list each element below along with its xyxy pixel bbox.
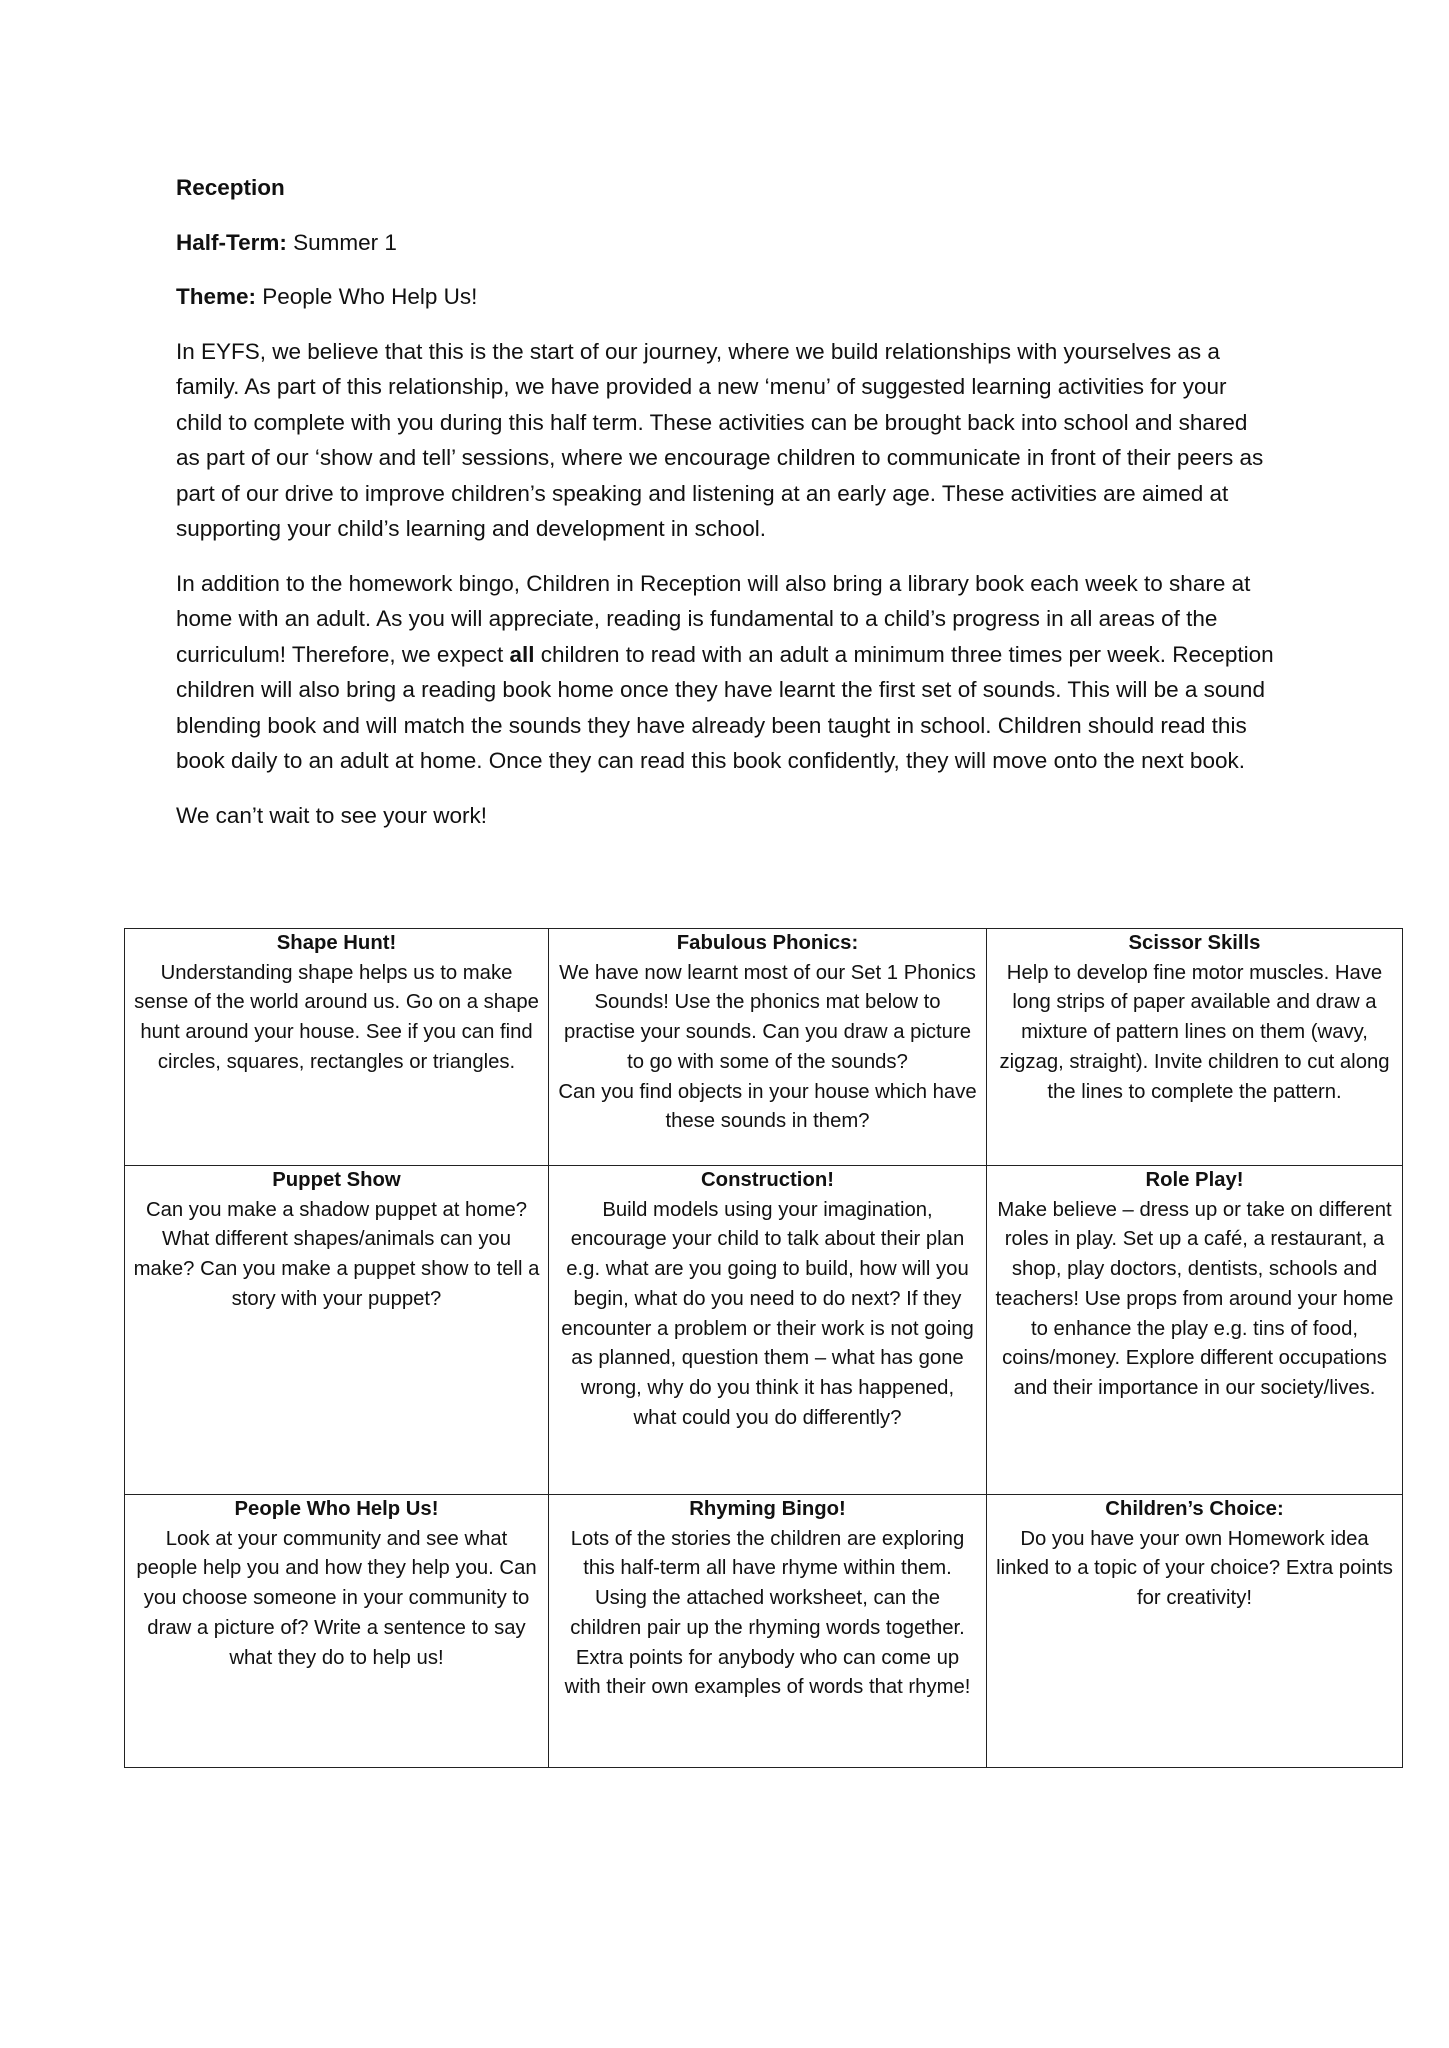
- half-term-value: Summer 1: [286, 229, 397, 255]
- cell-body: We have now learnt most of our Set 1 Phonics Sounds! Use the phonics mat below to practise your sounds. Can you draw a picture to go with some of the sounds?: [559, 961, 976, 1073]
- bingo-cell-scissor-skills: [987, 929, 1403, 1166]
- bingo-cell-people-who-help-us: [125, 1495, 549, 1768]
- cell-title: Shape Hunt!: [276, 932, 397, 954]
- class-heading: [176, 170, 1276, 206]
- cell-title: People Who Help Us!: [234, 1498, 439, 1520]
- intro-paragraph-2: [176, 566, 1276, 779]
- theme-value: People Who Help Us!: [256, 284, 478, 309]
- class-name: Reception: [176, 175, 285, 200]
- cell-title: Fabulous Phonics:: [676, 932, 859, 954]
- cell-body-extra: Can you find objects in your house which have these sounds in them?: [558, 1080, 977, 1133]
- cell-body: Understanding shape helps us to make sense of the world around us. Go on a shape hunt around your house. See if you can find circles, squares, rectangles or triangles.: [134, 961, 539, 1073]
- cell-title: Children’s Choice:: [1105, 1498, 1284, 1520]
- half-term-label: Half-Term:: [176, 229, 287, 255]
- cell-title: Rhyming Bingo!: [689, 1498, 846, 1520]
- bingo-row: [125, 929, 1403, 1166]
- cell-body: Make believe – dress up or take on different roles in play. Set up a café, a restaurant, a shop, play doctors, dentists, schools and teachers! Use props from around your home to enhance the play e.g. tins of food, coins/money. Explore different occupations and their importance in our society/lives.: [995, 1198, 1394, 1399]
- bingo-cell-role-play: [987, 1166, 1403, 1495]
- theme-label: Theme:: [176, 284, 257, 309]
- bingo-cell-rhyming-bingo: [549, 1495, 987, 1768]
- cell-body: Can you make a shadow puppet at home? What different shapes/animals can you make? Can you make a puppet show to tell a story with your puppet?: [133, 1198, 540, 1310]
- bingo-cell-fabulous-phonics: [549, 929, 987, 1166]
- cell-title: Scissor Skills: [1128, 932, 1261, 954]
- cell-body: Do you have your own Homework idea linked to a topic of your choice? Extra points for creativity!: [996, 1527, 1393, 1610]
- bingo-cell-childrens-choice: [987, 1495, 1403, 1768]
- cell-body: Build models using your imagination, encourage your child to talk about their plan e.g. what are you going to build, how will you begin, what do you need to do next? If they encounter a problem or their work is not going as planned, question them – what has gone wrong, why do you think it has happened, what could you do differently?: [561, 1198, 974, 1429]
- paragraph-2-emphasis: all: [509, 641, 535, 667]
- bingo-cell-shape-hunt: [125, 929, 549, 1166]
- intro-paragraph-1: In EYFS, we believe that this is the start of our journey, where we build relationships with yourselves as a family. As part of this relationship, we have provided a new ‘menu’ of suggested learning activities for your child to complete with you during this half term. These activities can be brought back into school and shared as part of our ‘show and tell’ sessions, where we encourage children to communicate in front of their peers as part of our drive to improve children’s speaking and listening at an early age. These activities are aimed at supporting your child’s learning and development in school.: [176, 338, 1264, 541]
- intro-text-block: [176, 170, 1276, 852]
- half-term-line: [176, 225, 1276, 261]
- cell-body: Help to develop fine motor muscles. Have long strips of paper available and draw a mixture of pattern lines on them (wavy, zigzag, straight). Invite children to cut along the lines to complete the pattern.: [999, 961, 1390, 1103]
- paragraph-2-part-2: children to read with an adult a minimum three times per week. Reception children will also bring a reading book home once they have learnt the first set of sounds. This will be a sound blending book and will match the sounds they have already been taught in school. Children should read this book daily to an adult at home. Once they can read this book confidently, they will move onto the next book.: [176, 641, 1274, 773]
- bingo-cell-construction: [549, 1166, 987, 1495]
- paragraph-2-part-1: In addition to the homework bingo, Children in Reception will also bring a library book each week to share at home with an adult. As you will appreciate, reading is fundamental to a child’s progress in all areas of the curriculum! Therefore, we expect: [176, 570, 1251, 667]
- bingo-row: [125, 1166, 1403, 1495]
- bingo-cell-puppet-show: [125, 1166, 549, 1495]
- cell-body: Lots of the stories the children are exploring this half-term all have rhyme within them. Using the attached worksheet, can the children pair up the rhyming words together. Extra points for anybody who can come up with their own examples of words that rhyme!: [564, 1527, 971, 1699]
- theme-line: [176, 279, 1276, 315]
- cell-title: Construction!: [701, 1169, 834, 1191]
- homework-bingo-grid: [124, 928, 1403, 1768]
- cell-body: Look at your community and see what people help you and how they help you. Can you choose someone in your community to draw a picture of? Write a sentence to say what they do to help us!: [136, 1527, 537, 1669]
- cell-title: Puppet Show: [272, 1169, 401, 1191]
- cell-title: Role Play!: [1145, 1169, 1244, 1191]
- bingo-row: [125, 1495, 1403, 1768]
- closing-line: We can’t wait to see your work!: [176, 802, 487, 828]
